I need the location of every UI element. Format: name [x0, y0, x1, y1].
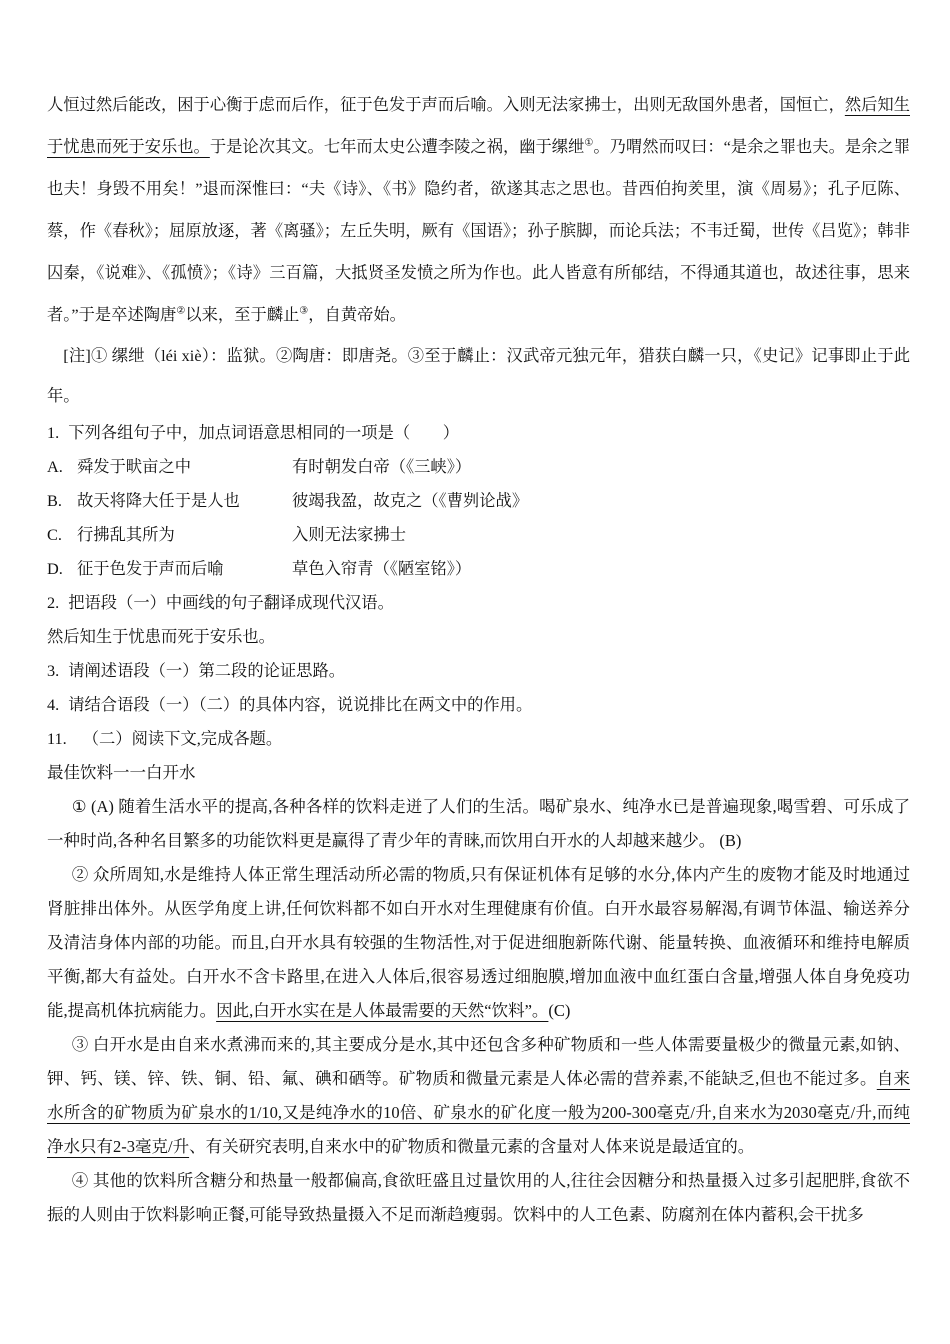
classical-passage-text	[47, 84, 910, 336]
option-c	[47, 518, 910, 552]
question-3-number: 3.	[47, 661, 60, 680]
option-c-label: C.	[47, 525, 62, 544]
text-run: ② 众所周知,水是维持人体正常生理活动所必需的物质,只有保证机体有足够的水分,体内产生的废物才能及时地通过肾脏排出体外。从医学角度上讲,任何饮料都不如白开水对生理健康有价值。白开水最容易解渴,有调节体温、输送养分及清洁身体内部的功能。而且,白开水具有较强的生物活性,对于促进细胞新陈代谢、能量转换、血液循环和维持电解质平衡,都大有益处。白开水不含卡路里,在进入人体后,很容易透过细胞膜,增加血液中血红蛋白含量,增强人体自身免疫功能,提高机体抗病能力。	[47, 865, 910, 1020]
text-run: 于是论次其文。七年而太史公遭李陵之祸，幽于缧绁	[209, 137, 585, 156]
option-b	[47, 484, 910, 518]
text-run: 征于	[77, 559, 110, 578]
passage-paragraph-4	[47, 1164, 910, 1232]
text-run: ③ 白开水是由自来水煮沸而来的,其主要成分是水,其中还包含多种矿物质和一些人体需要量极少的微量元素,如钠、钾、钙、镁、锌、铁、铜、铅、氟、碘和硒等。矿物质和微量元素是人体必需的营养素,不能缺乏,但也不能过多。	[47, 1035, 910, 1088]
question-2	[47, 586, 910, 620]
question-3	[47, 654, 910, 688]
question-2-number: 2.	[47, 593, 60, 612]
option-d-first-phrase	[77, 552, 292, 586]
passage-paragraph-1	[47, 790, 910, 858]
question-4-number: 4.	[47, 695, 60, 714]
text-run: 故	[373, 491, 390, 510]
option-d-second-phrase	[292, 559, 471, 578]
question-4	[47, 688, 910, 722]
text-run: [注]① 缧绁（léi xiè）：监狱。②陶唐：即唐尧。③至于麟止：汉武帝元独元年，猎获白麟一只，《史记》记事即止于此年。	[47, 346, 910, 405]
text-run: 发于声而后喻	[125, 559, 224, 578]
passage-paragraph-3	[47, 1028, 910, 1164]
text-run: ④ 其他的饮料所含糖分和热量一般都偏高,食欲旺盛且过量饮用的人,往往会因糖分和热量摄入过多引起肥胖,食欲不振的人则由于饮料影响正餐,可能导致热量摄入不足而渐趋瘦弱。饮料中的人工色素、防腐剂在体内蓄积,会干扰多	[47, 1171, 910, 1224]
option-c-second-phrase	[292, 525, 406, 544]
text-run: 色	[308, 559, 325, 578]
question-11	[47, 722, 910, 756]
exam-document-page	[47, 84, 910, 1232]
question-11-text: （二）阅读下文,完成各题。	[82, 729, 283, 748]
question-3-text: 请阐述语段（一）第二段的论证思路。	[68, 661, 346, 680]
option-b-label: B.	[47, 491, 62, 510]
passage-paragraph-2	[47, 858, 910, 1028]
questions-section	[47, 416, 910, 756]
text-run: 色	[109, 559, 126, 578]
option-b-second-phrase	[292, 491, 528, 510]
option-b-first-phrase	[77, 484, 292, 518]
text-run: 克之（《曹刿论战》	[389, 491, 529, 510]
text-run: 舜	[77, 457, 94, 476]
text-run: ，自黄帝始。	[308, 305, 406, 324]
text-run: 。乃喟然而叹曰：“是余之罪也夫。是余之罪也夫！身毁不用矣！”退而深惟曰：“夫《诗》、《书》隐约者，欲遂其志之思也。昔西伯拘羑里，演《周易》；孔子厄陈、蔡，作《春秋》；屈原放逐，著《离骚》；左丘失明，厥有《国语》；孙子膑脚，而论兵法；不韦迁蜀，世传《吕览》；韩非囚秦，《说难》、《孤愤》；《诗》三百篇，大抵贤圣发愤之所为作也。此人皆意有所郁结，不得通其道也，故述往事，思来者。”于是卒述陶唐	[47, 137, 910, 324]
text-run: 行	[77, 525, 94, 544]
question-1	[47, 416, 910, 450]
classical-passage-section	[47, 84, 910, 416]
option-a-second-phrase	[292, 457, 471, 476]
question-1-number: 1.	[47, 423, 60, 442]
option-d	[47, 552, 910, 586]
text-run: ① (A) 随着生活水平的提高,各种各样的饮料走迸了人们的生活。喝矿泉水、纯净水已是普遍现象,喝雪碧、可乐成了一种时尚,各种名目繁多的功能饮料更是赢得了青少年的青睐,而饮用白开水的人却越来越少。 (B)	[47, 797, 910, 850]
text-run: 有时朝	[292, 457, 341, 476]
text-run: 草	[292, 559, 309, 578]
text-run: 白帝（《三峡》）	[357, 457, 472, 476]
text-run: 拂	[373, 525, 390, 544]
text-run: 以来，至于麟止	[185, 305, 300, 324]
text-run: 士	[389, 525, 407, 544]
question-1-text: 下列各组句子中，加点词语意思相同的一项是（ ）	[68, 423, 459, 442]
text-run: 乱其所为	[109, 525, 175, 544]
underlined-text-run: 因此,白开水实在是人体最需要的天然“饮料”。	[216, 1001, 549, 1020]
text-run: 彼竭我盈，	[292, 491, 374, 510]
text-run: 拂	[93, 525, 110, 544]
text-run: 人恒过然后能改，困于心衡于虑而后作，征于色发于声而后喻。入则无法家拂士，出则无敌国外患者，国恒亡，	[47, 95, 845, 114]
reading-passage-section	[47, 756, 910, 1232]
text-run: 于畎亩之中	[109, 457, 192, 476]
option-c-first-phrase	[77, 518, 292, 552]
footnote-marker: ②	[176, 305, 186, 317]
text-run: (C)	[548, 1001, 571, 1020]
underlined-text-run: 然后知生于忧患而死于安乐也。	[47, 95, 910, 156]
footnote-marker: ①	[584, 137, 594, 149]
text-run: 天将降大任于是人也	[93, 491, 240, 510]
question-2-target-sentence: 然后知生于忧患而死于安乐也。	[47, 627, 275, 646]
option-d-label: D.	[47, 559, 63, 578]
question-2-text: 把语段（一）中画线的句子翻译成现代汉语。	[68, 593, 394, 612]
option-a-first-phrase	[77, 450, 292, 484]
text-run: 入则无法家	[292, 525, 374, 544]
passage-footnote	[47, 336, 910, 416]
passage-title: 最佳饮料一一白开水	[47, 763, 196, 782]
text-run: 发	[93, 457, 110, 476]
text-run: 、有关研究表明,自来水中的矿物质和微量元素的含量对人体来说是最适宜的。	[189, 1137, 755, 1156]
underlined-text-run: 自来水所含的矿物质为矿泉水的1/10,又是纯净水的10倍、矿泉水的矿化度一般为200-300毫克/升,自来水为2030毫克/升,而纯净水只有2-3毫克/升	[47, 1069, 911, 1156]
question-4-text: 请结合语段（一）（二）的具体内容，说说排比在两文中的作用。	[68, 695, 533, 714]
text-run: 故	[77, 491, 94, 510]
option-a-label: A.	[47, 457, 63, 476]
option-a	[47, 450, 910, 484]
question-11-number: 11.	[47, 729, 67, 748]
text-run: 发	[340, 457, 358, 476]
text-run: 入帘青（《陋室铭》）	[324, 559, 472, 578]
footnote-marker: ③	[299, 305, 309, 317]
